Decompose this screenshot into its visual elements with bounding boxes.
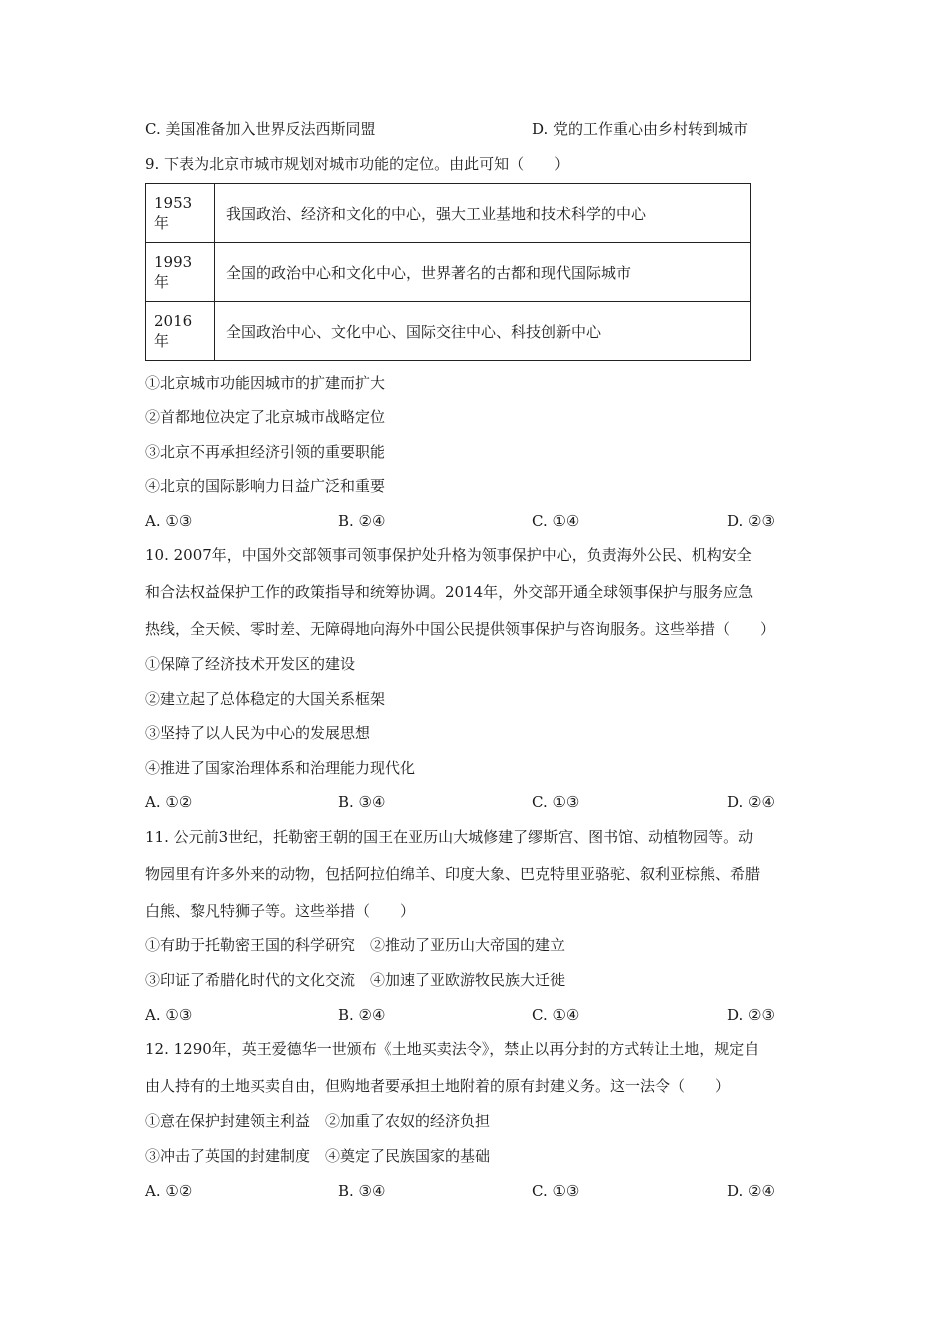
prev-option-d: D. 党的工作重心由乡村转到城市	[532, 120, 749, 138]
q10-item-1: ①保障了经济技术开发区的建设	[145, 655, 356, 673]
q11-option-a: A. ①③	[145, 1006, 193, 1024]
q10-option-b: B. ③④	[338, 793, 386, 811]
q9-option-c: C. ①④	[532, 512, 580, 530]
table-row	[146, 184, 751, 243]
q9-option-b: B. ②④	[338, 512, 386, 530]
q10-stem-line-3: 热线，全天候、零时差、无障碍地向海外中国公民提供领事保护与咨询服务。这些举措（ ）	[145, 620, 776, 638]
q9-item-1: ①北京城市功能因城市的扩建而扩大	[145, 374, 386, 392]
q12-option-b: B. ③④	[338, 1182, 386, 1200]
year-unit: 年	[154, 273, 170, 291]
year-unit: 年	[154, 214, 170, 232]
q10-stem-line-2: 和合法权益保护工作的政策指导和统筹协调。2014年，外交部开通全球领事保护与服务应急	[145, 583, 754, 601]
year-unit: 年	[154, 332, 170, 350]
q12-option-c: C. ①③	[532, 1182, 580, 1200]
table-year-cell	[146, 243, 215, 302]
q12-items-line-2: ③冲击了英国的封建制度 ④奠定了民族国家的基础	[145, 1147, 491, 1165]
q11-stem-line-2: 物园里有许多外来的动物，包括阿拉伯绵羊、印度大象、巴克特里亚骆驼、叙利亚棕熊、希腊	[145, 865, 761, 883]
table-row	[146, 302, 751, 361]
q12-option-d: D. ②④	[727, 1182, 775, 1200]
prev-option-c: C. 美国准备加入世界反法西斯同盟	[145, 120, 376, 138]
q11-stem-line-1: 11. 公元前3世纪，托勒密王朝的国王在亚历山大城修建了缪斯宫、图书馆、动植物园等。动	[145, 828, 754, 846]
q11-stem-line-3: 白熊、黎凡特狮子等。这些举措（ ）	[145, 902, 416, 920]
q12-items-line-1: ①意在保护封建领主利益 ②加重了农奴的经济负担	[145, 1112, 491, 1130]
q10-item-2: ②建立起了总体稳定的大国关系框架	[145, 690, 386, 708]
q9-table	[145, 183, 751, 361]
q10-option-a: A. ①②	[145, 793, 193, 811]
year-number: 1953	[154, 194, 193, 212]
table-year-cell	[146, 302, 215, 361]
q12-option-a: A. ①②	[145, 1182, 193, 1200]
q10-item-3: ③坚持了以人民为中心的发展思想	[145, 724, 371, 742]
q10-item-4: ④推进了国家治理体系和治理能力现代化	[145, 759, 416, 777]
q10-option-c: C. ①③	[532, 793, 580, 811]
q11-option-b: B. ②④	[338, 1006, 386, 1024]
q9-option-a: A. ①③	[145, 512, 193, 530]
q9-item-4: ④北京的国际影响力日益广泛和重要	[145, 477, 386, 495]
q11-option-d: D. ②③	[727, 1006, 775, 1024]
q9-item-2: ②首都地位决定了北京城市战略定位	[145, 408, 386, 426]
q9-item-3: ③北京不再承担经济引领的重要职能	[145, 443, 386, 461]
q11-option-c: C. ①④	[532, 1006, 580, 1024]
year-number: 2016	[154, 312, 193, 330]
table-desc-cell: 全国的政治中心和文化中心，世界著名的古都和现代国际城市	[215, 243, 751, 302]
year-number: 1993	[154, 253, 193, 271]
q9-stem: 9. 下表为北京市城市规划对城市功能的定位。由此可知（ ）	[145, 155, 570, 173]
table-desc-cell: 我国政治、经济和文化的中心，强大工业基地和技术科学的中心	[215, 184, 751, 243]
q10-option-d: D. ②④	[727, 793, 775, 811]
q11-items-line-2: ③印证了希腊化时代的文化交流 ④加速了亚欧游牧民族大迁徙	[145, 971, 566, 989]
table-row	[146, 243, 751, 302]
table-year-cell	[146, 184, 215, 243]
q9-option-d: D. ②③	[727, 512, 775, 530]
table-desc-cell: 全国政治中心、文化中心、国际交往中心、科技创新中心	[215, 302, 751, 361]
q11-items-line-1: ①有助于托勒密王国的科学研究 ②推动了亚历山大帝国的建立	[145, 936, 566, 954]
q12-stem-line-1: 12. 1290年，英王爱德华一世颁布《土地买卖法令》，禁止以再分封的方式转让土地，规定自	[145, 1040, 760, 1058]
q12-stem-line-2: 由人持有的土地买卖自由，但购地者要承担土地附着的原有封建义务。这一法令（ ）	[145, 1077, 731, 1095]
q10-stem-line-1: 10. 2007年，中国外交部领事司领事保护处升格为领事保护中心，负责海外公民、机构安全	[145, 546, 752, 564]
